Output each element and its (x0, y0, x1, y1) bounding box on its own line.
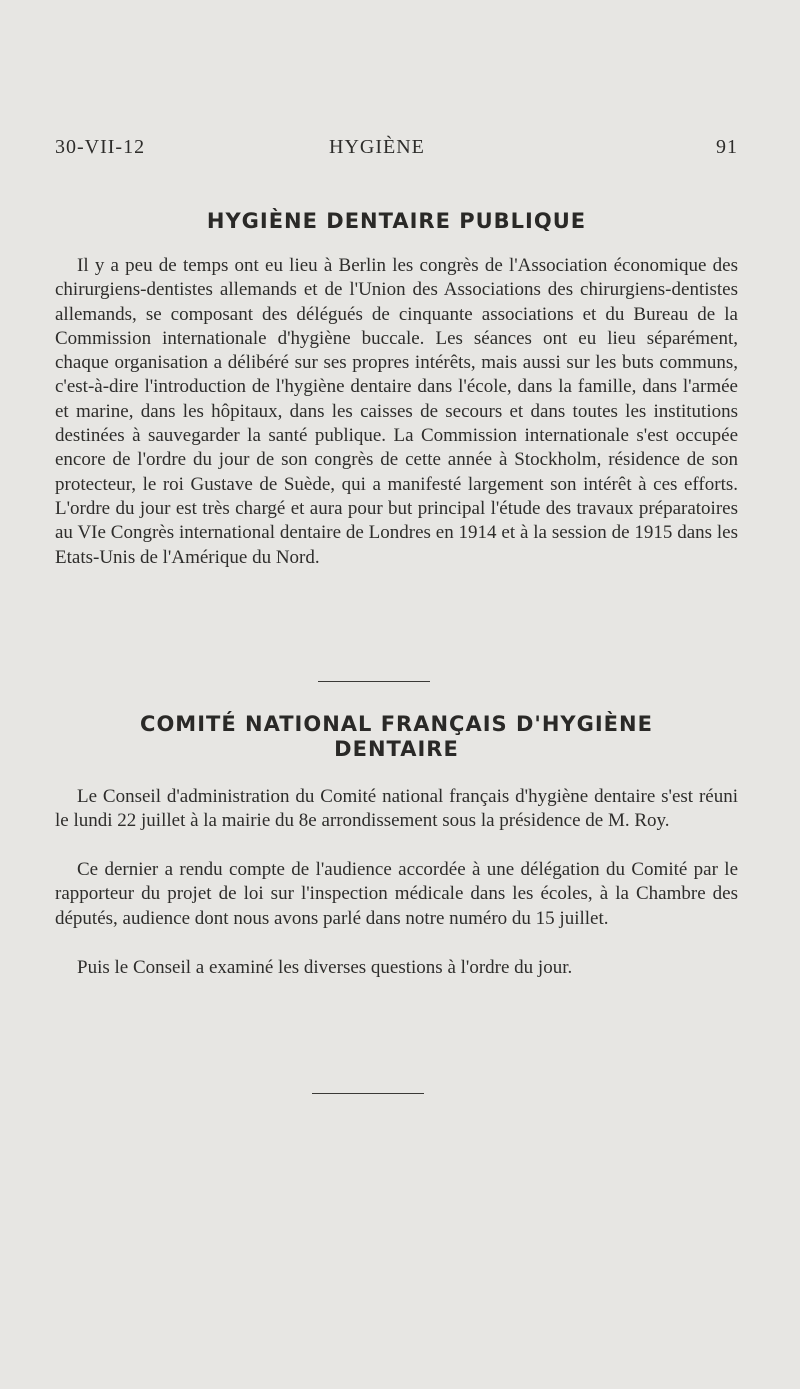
header-date: 30-VII-12 (55, 136, 146, 158)
article1-title: HYGIÈNE DENTAIRE PUBLIQUE (206, 209, 587, 233)
article2-paragraph-1: Le Conseil d'administration du Comité national français d'hygiène dentaire s'est réuni le lundi 22 juillet à la mairie du 8e arrondissement sous la présidence de M. Roy. (55, 786, 738, 832)
running-header (55, 136, 738, 166)
article2-title (55, 712, 738, 762)
article2-title-line2: DENTAIRE (334, 737, 459, 761)
article2-paragraph-3: Puis le Conseil a examiné les diverses questions à l'ordre du jour. (77, 957, 573, 978)
article1-paragraph: Il y a peu de temps ont eu lieu à Berlin les congrès de l'Association économique des chirurgiens-dentistes allemands et de l'Union des Associations des chirurgiens-dentistes allemands, se composant des délégués de cinquante associations et du Bureau de la Commission internationale d'hygiène buccale. Les séances ont eu lieu séparément, chaque organisation a délibéré sur ses propres intérêts, mais aussi sur les buts communs, c'est-à-dire l'introduction de l'hygiène dentaire dans l'école, dans la famille, dans l'armée et marine, dans les hôpitaux, dans les caisses de secours et dans toutes les institutions destinées à sauvegarder la santé publique. La Commission internationale s'est occupée encore de l'ordre du jour de son congrès de cette année à Stockholm, résidence de son protecteur, le roi Gustave de Suède, qui a manifesté largement son intérêt à ces efforts. L'ordre du jour est très chargé et aura pour but principal l'étude des travaux préparatoires au VIe Congrès international dentaire de Londres en 1914 et à la session de 1915 dans les Etats-Unis de l'Amérique du Nord. (55, 255, 738, 568)
page-number: 91 (716, 136, 738, 158)
article2-paragraph-2: Ce dernier a rendu compte de l'audience accordée à une délégation du Comité par le rapporteur du projet de loi sur l'inspection médicale dans les écoles, à la Chambre des députés, audience dont nous avons parlé dans notre numéro du 15 juillet. (55, 859, 738, 929)
article2-title-line1: COMITÉ NATIONAL FRANÇAIS D'HYGIÈNE (140, 712, 653, 736)
header-section: HYGIÈNE (329, 136, 425, 158)
end-divider (312, 1093, 424, 1094)
section-divider (318, 681, 430, 682)
